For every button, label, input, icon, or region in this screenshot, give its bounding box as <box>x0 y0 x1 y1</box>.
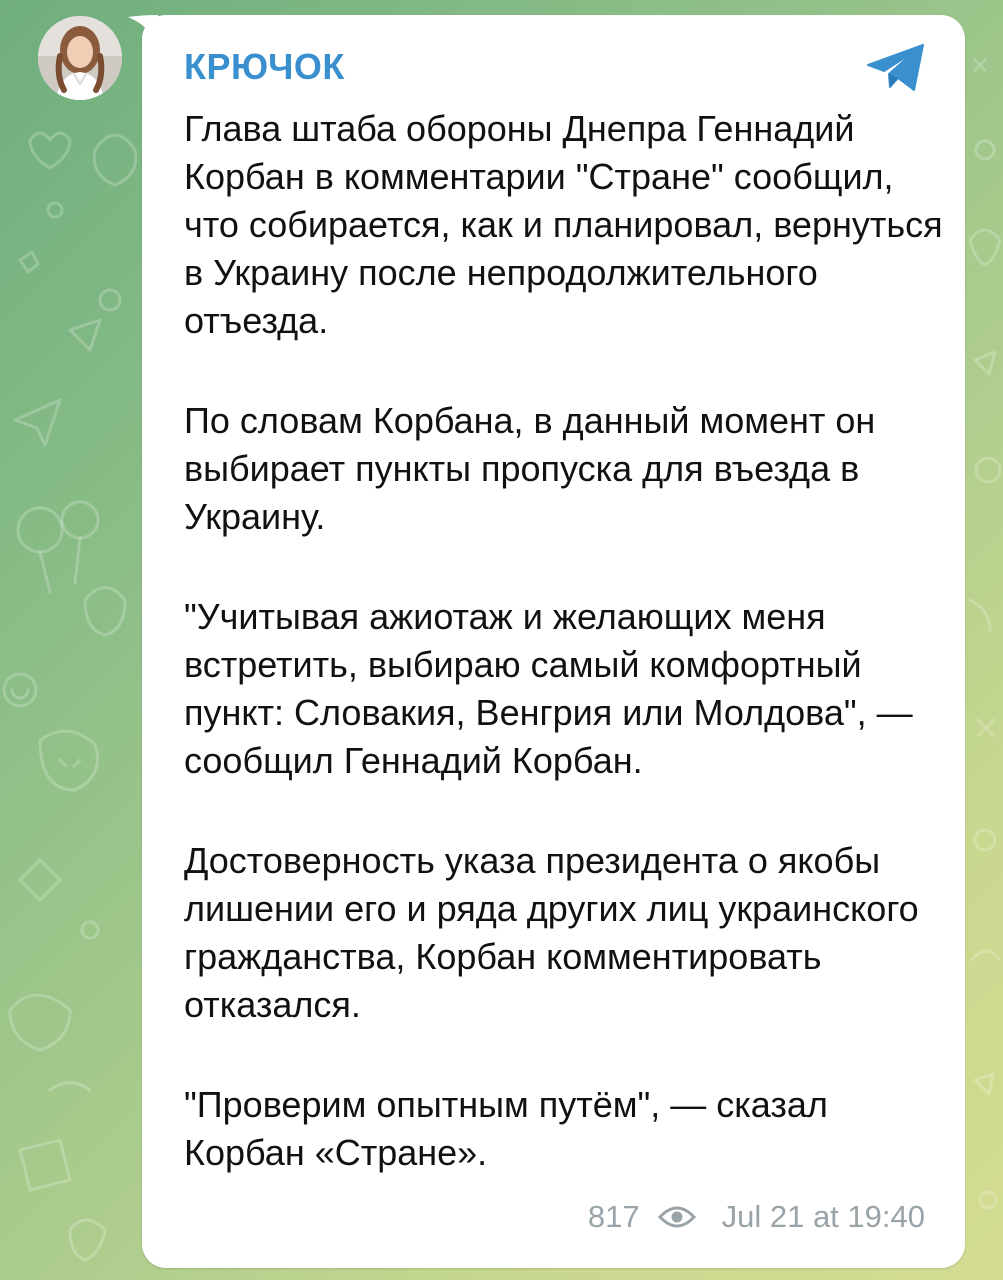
channel-avatar[interactable] <box>38 16 122 100</box>
message-paragraph: Достоверность указа президента о якобы лишении его и ряда других лиц украинского гражданства, Корбан комментировать отказался. <box>184 840 919 1025</box>
message-paragraph: По словам Корбана, в данный момент он выбирает пункты пропуска для въезда в Украину. <box>184 400 876 537</box>
message-text <box>184 105 944 1177</box>
eye-icon <box>658 1205 696 1229</box>
message-bubble <box>142 15 965 1268</box>
avatar-portrait-icon <box>38 16 122 100</box>
view-count: 817 <box>587 1199 640 1234</box>
message-meta <box>588 1199 925 1235</box>
message-paragraph: "Проверим опытным путём", — сказал Корбан «Стране». <box>184 1084 828 1173</box>
message-paragraph: Глава штаба обороны Днепра Геннадий Корбан в комментарии "Стране" сообщил, что собирается, как и планировал, вернуться в Украину после непродолжительного отъезда. <box>184 108 943 341</box>
channel-name[interactable]: КРЮЧОК <box>184 46 345 87</box>
message-timestamp: Jul 21 at 19:40 <box>721 1199 925 1234</box>
message-paragraph: "Учитывая ажиотаж и желающих меня встретить, выбираю самый комфортный пункт: Словакия, Венгрия или Молдова", — сообщил Геннадий Корбан. <box>184 596 913 781</box>
telegram-share-icon[interactable] <box>865 43 927 93</box>
